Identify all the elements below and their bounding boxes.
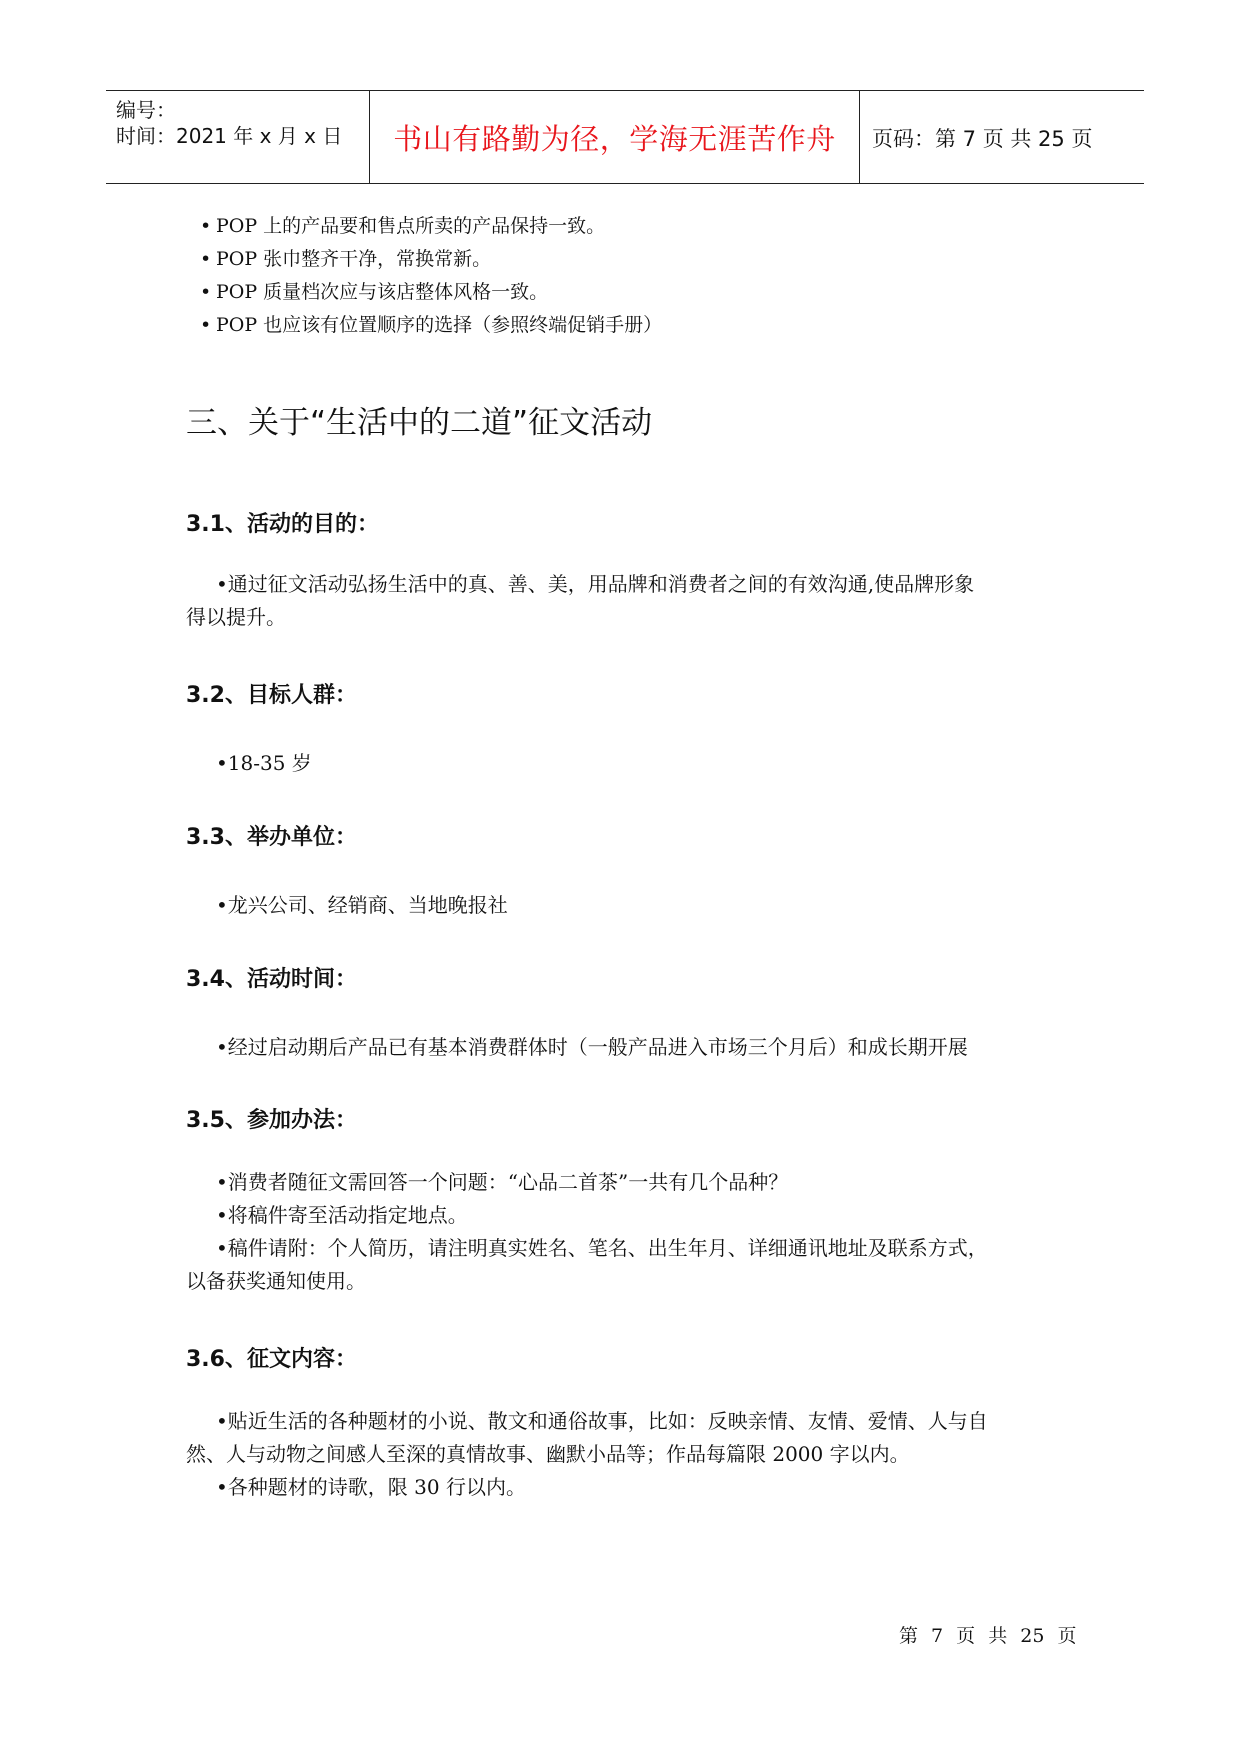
paragraph-3-3: •龙兴公司、经销商、当地晚报社 <box>216 893 508 917</box>
section-title: 三、关于“生活中的二道”征文活动 <box>186 405 653 441</box>
paragraph-3-5: •消费者随征文需回答一个问题：“心品二首茶”一共有几个品种？ •将稿件寄至活动指定地点。 •稿件请附：个人简历，请注明真实姓名、笔名、出生年月、详细通讯地址及联系方式， 以备获奖通知使用。 <box>186 1170 988 1293</box>
page-footer: 第 7 页 共 25 页 <box>899 1625 1077 1647</box>
header-motto-cell <box>370 91 860 183</box>
pop-bullet-list <box>186 210 1066 342</box>
heading-3-1: 3.1、活动的目的： <box>186 512 379 537</box>
header-page-cell <box>860 91 1144 183</box>
paragraph-3-6: •贴近生活的各种题材的小说、散文和通俗故事，比如：反映亲情、友情、爱情、人与自 然、人与动物之间感人至深的真情故事、幽默小品等；作品每篇限 2000 字以内。 •各种题材的诗歌，限 30 行以内。 <box>186 1409 988 1499</box>
list-item: • POP 也应该有位置顺序的选择（参照终端促销手册） <box>200 314 663 336</box>
list-item: • POP 上的产品要和售点所卖的产品保持一致。 <box>200 215 606 237</box>
motto-text: 书山有路勤为径，学海无涯苦作舟 <box>393 122 836 156</box>
paragraph-3-1: •通过征文活动弘扬生活中的真、善、美，用品牌和消费者之间的有效沟通,使品牌形象 得以提升。 <box>186 572 975 629</box>
paragraph-3-2: •18-35 岁 <box>216 751 312 775</box>
heading-3-3: 3.3、举办单位： <box>186 825 357 850</box>
heading-3-6: 3.6、征文内容： <box>186 1347 357 1372</box>
time-label: 时间：2021 年 x 月 x 日 <box>116 124 343 148</box>
paragraph-3-4: •经过启动期后产品已有基本消费群体时（一般产品进入市场三个月后）和成长期开展 <box>216 1035 968 1059</box>
page-code: 页码：第 7 页 共 25 页 <box>872 127 1093 151</box>
heading-3-4: 3.4、活动时间： <box>186 967 357 992</box>
heading-3-2: 3.2、目标人群： <box>186 683 357 708</box>
number-label: 编号： <box>116 98 176 122</box>
list-item: • POP 张巾整齐干净，常换常新。 <box>200 248 492 270</box>
page-header <box>106 90 1144 184</box>
list-item: • POP 质量档次应与该店整体风格一致。 <box>200 281 549 303</box>
header-left-cell <box>106 91 370 183</box>
heading-3-5: 3.5、参加办法： <box>186 1108 357 1133</box>
